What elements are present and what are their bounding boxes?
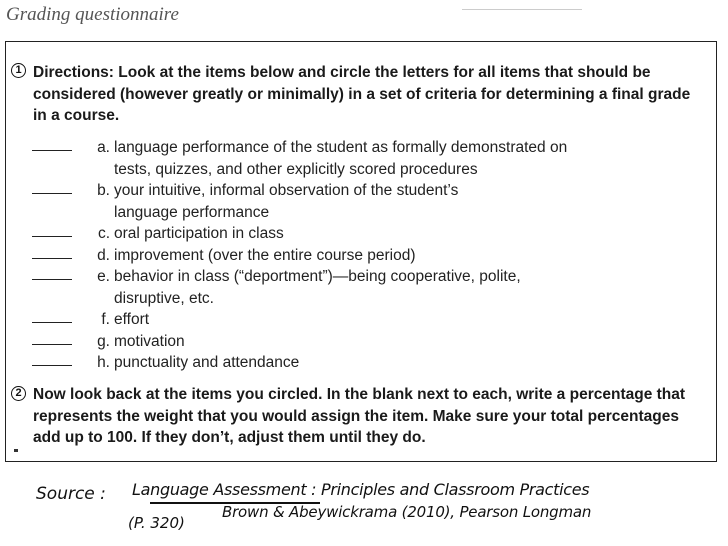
item-text: motivation (114, 332, 185, 350)
step-2-instructions: Now look back at the items you circled. In the blank next to each, write a percentage that represents the weight that you would assign the item. Make sure your total percentages add up to 100. If they don’t, adjust them until they do. (33, 386, 686, 446)
item-continuation: language performance (114, 203, 270, 221)
answer-blank[interactable] (32, 352, 72, 366)
item-letter[interactable]: b. (97, 182, 110, 199)
list-item (32, 137, 692, 159)
answer-blank[interactable] (32, 309, 72, 323)
item-text: punctuality and attendance (114, 354, 300, 371)
item-letter[interactable]: c. (97, 225, 110, 242)
item-continuation: tests, quizzes, and other explicitly scored procedures (114, 160, 478, 178)
answer-blank[interactable] (32, 331, 72, 345)
item-letter[interactable]: d. (97, 246, 110, 264)
step-1-number-icon: 1 (11, 63, 26, 78)
item-continuation: disruptive, etc. (114, 289, 214, 307)
answer-blank[interactable] (32, 245, 72, 259)
item-text: effort (114, 311, 150, 328)
answer-blank[interactable] (32, 266, 72, 280)
item-text: your intuitive, informal observation of the student’s (114, 182, 459, 199)
item-text: behavior in class (“deportment”)—being cooperative, polite, (114, 268, 521, 285)
list-item (32, 245, 692, 267)
list-item (32, 352, 692, 374)
criteria-list (32, 137, 692, 374)
list-item (32, 309, 692, 331)
answer-blank[interactable] (32, 223, 72, 237)
source-label: Source : (36, 484, 106, 504)
item-text: oral participation in class (114, 225, 284, 242)
list-item (32, 180, 692, 202)
source-page: (P. 320) (128, 514, 185, 532)
item-text: language performance of the student as formally demonstrated on (114, 139, 568, 156)
source-title: Language Assessment : Principles and Classroom Practices (132, 480, 590, 499)
answer-blank[interactable] (32, 180, 72, 194)
document-title: Grading questionnaire (6, 4, 179, 25)
step-1-directions: Directions: Look at the items below and circle the letters for all items that should be considered (however greatly or minimally) in a set of criteria for determining a final grade in a course. (33, 64, 691, 124)
item-letter[interactable]: a. (97, 139, 110, 156)
list-item (32, 223, 692, 245)
item-letter[interactable]: g. (97, 332, 110, 350)
stray-mark (14, 449, 18, 452)
item-letter[interactable]: e. (97, 268, 110, 285)
list-item (32, 266, 692, 288)
step-2-number-icon: 2 (11, 386, 26, 401)
source-citation: Brown & Abeywickrama (2010), Pearson Longman (222, 503, 592, 521)
item-letter[interactable]: h. (97, 354, 110, 371)
header-rule (462, 9, 582, 10)
item-text: improvement (over the entire course period) (114, 246, 416, 264)
list-item (32, 331, 692, 353)
item-letter[interactable]: f. (101, 311, 110, 328)
answer-blank[interactable] (32, 137, 72, 151)
